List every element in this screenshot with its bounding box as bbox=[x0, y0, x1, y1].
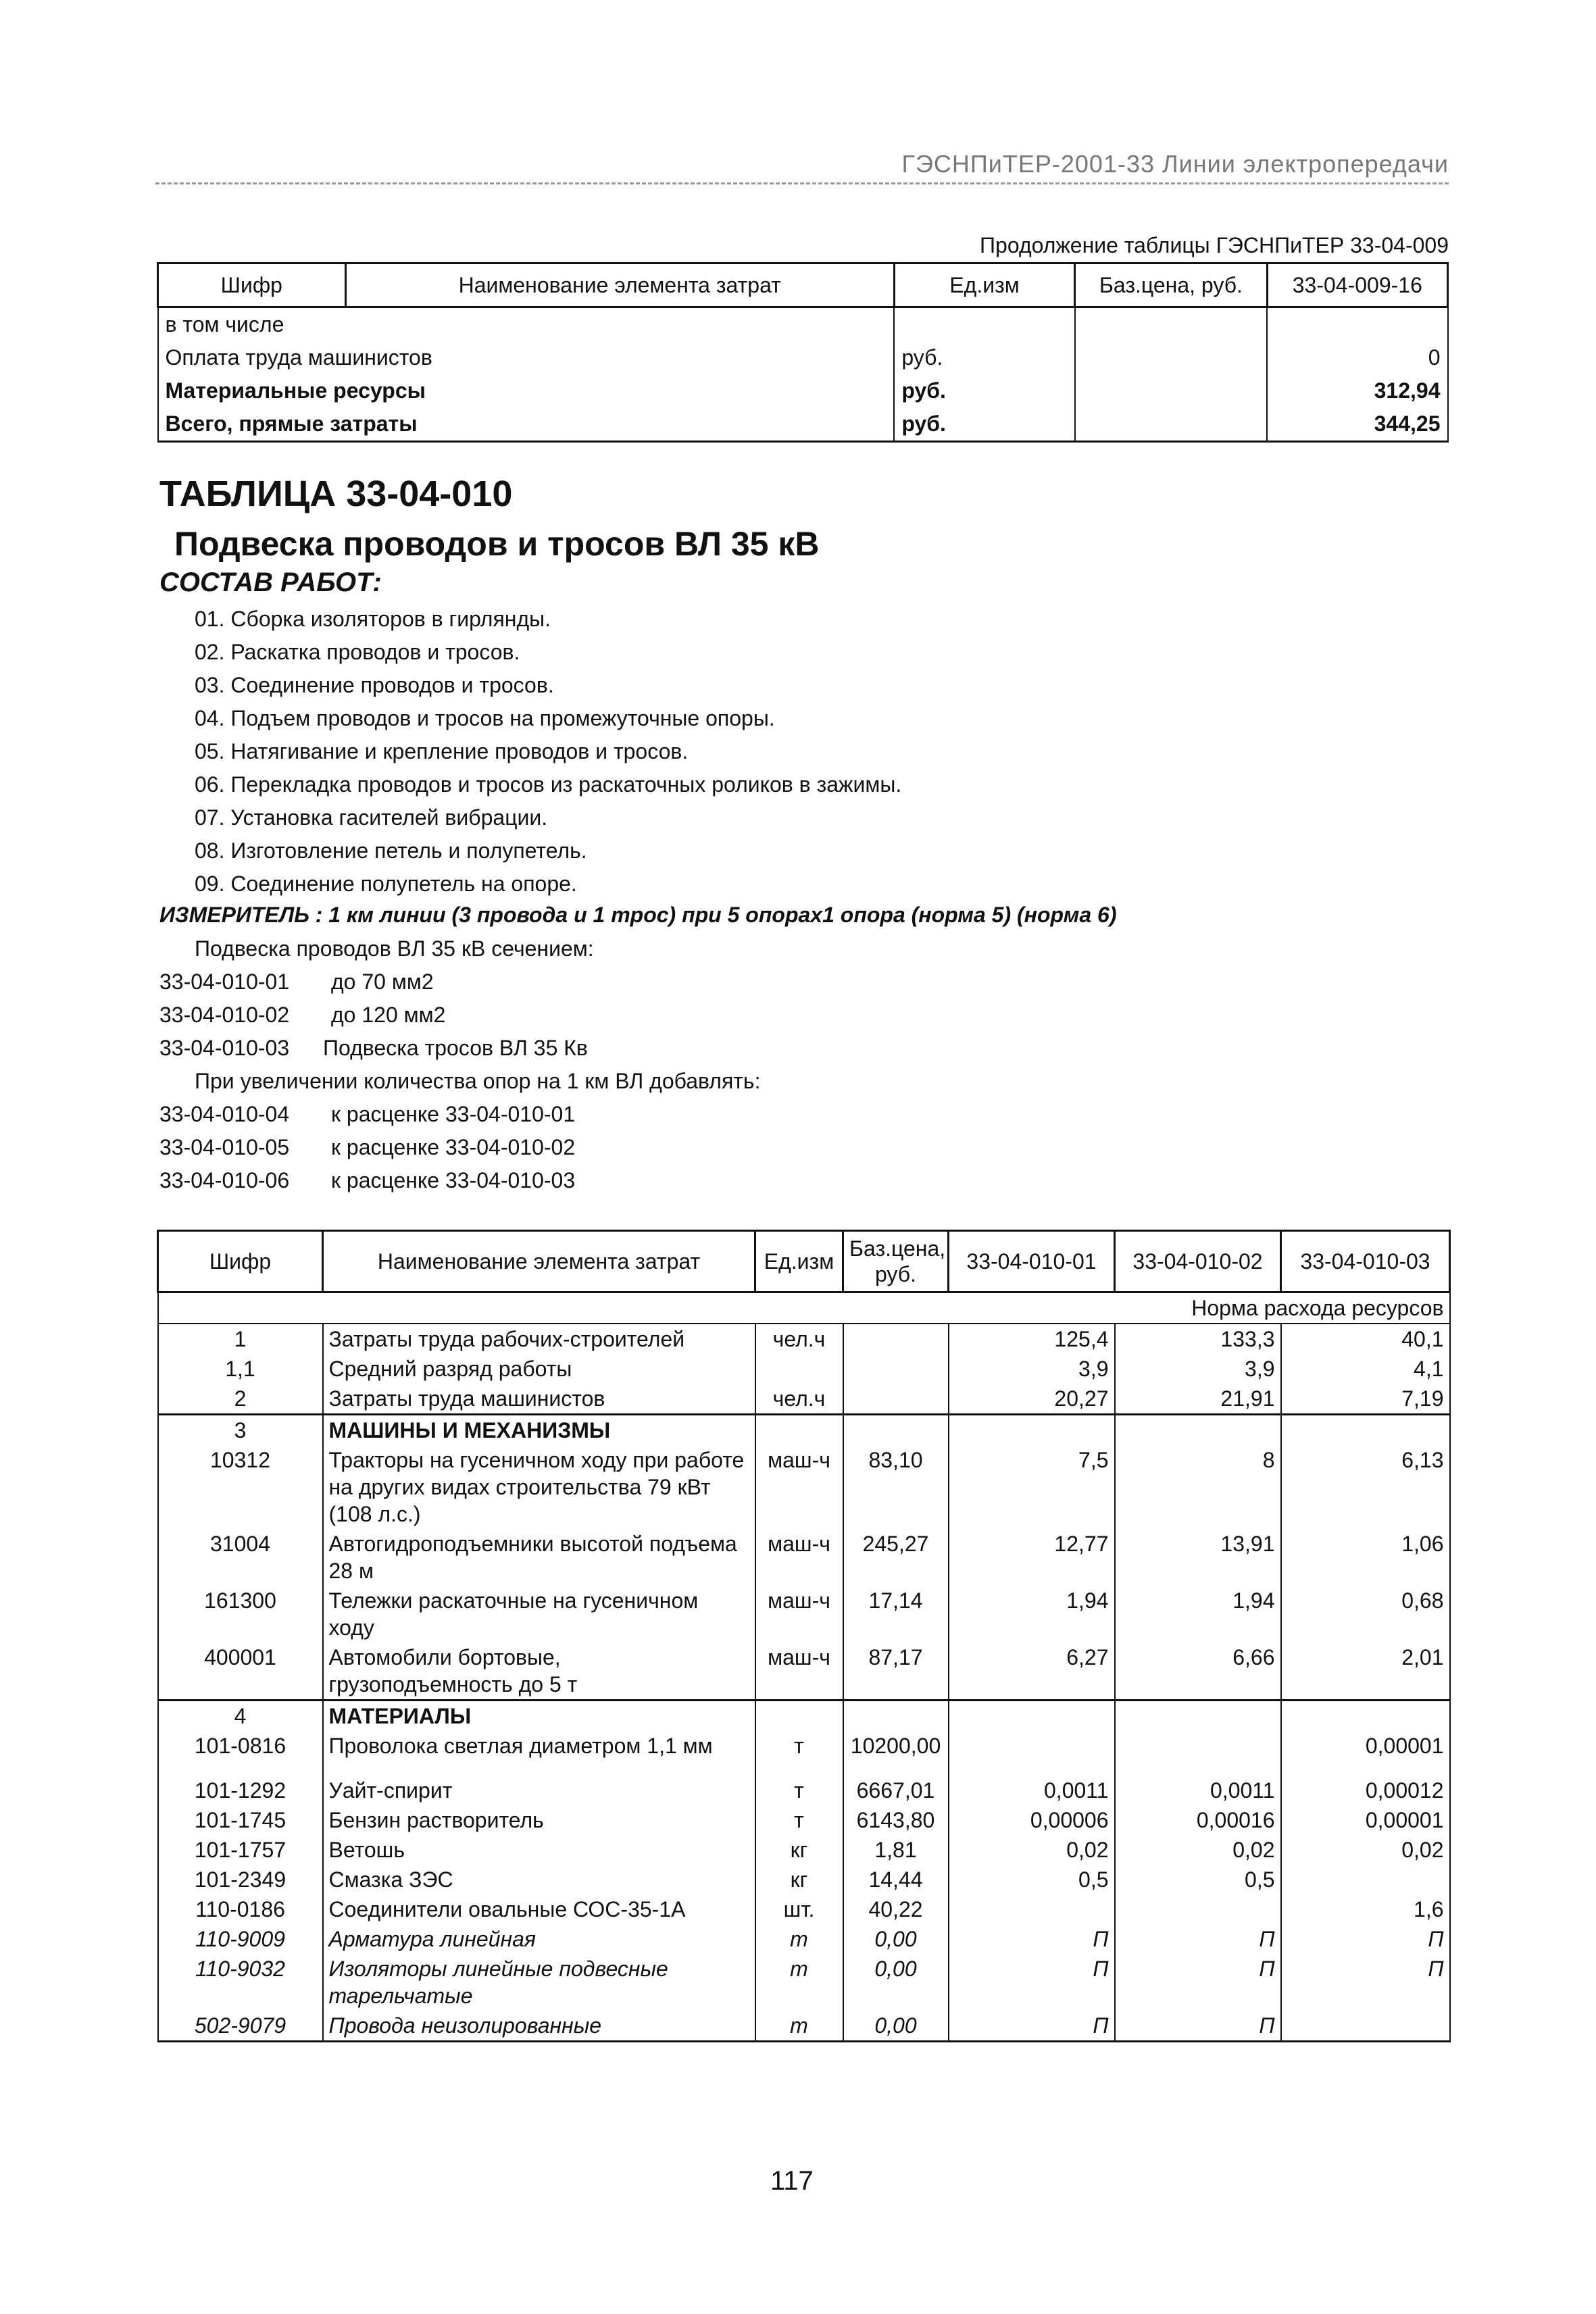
row-code: 101-1292 bbox=[158, 1776, 323, 1805]
col-header-price: Баз.цена, руб. bbox=[843, 1231, 949, 1292]
row-unit: руб. bbox=[894, 374, 1074, 407]
row-code: 31004 bbox=[158, 1529, 323, 1586]
row-unit: кг bbox=[755, 1835, 843, 1865]
table-row bbox=[158, 374, 1448, 407]
work-item: 05. Натягивание и крепление проводов и тросов. bbox=[195, 739, 689, 763]
row-value-01: 1,94 bbox=[949, 1586, 1115, 1642]
row-value-01: 0,02 bbox=[949, 1835, 1115, 1865]
row-value-03 bbox=[1281, 2011, 1450, 2042]
row-unit bbox=[755, 1415, 843, 1446]
table-row bbox=[158, 407, 1448, 442]
page-number: 117 bbox=[770, 2166, 814, 2196]
row-code: 101-2349 bbox=[158, 1865, 323, 1894]
row-code: 3 bbox=[158, 1415, 323, 1446]
table-row bbox=[158, 1865, 1450, 1894]
row-value-03: 1,06 bbox=[1281, 1529, 1450, 1586]
row-price bbox=[1075, 374, 1267, 407]
row-value-02: 0,0011 bbox=[1115, 1776, 1281, 1805]
row-price: 6667,01 bbox=[843, 1776, 949, 1805]
row-price: 1,81 bbox=[843, 1835, 949, 1865]
row-value-03: 7,19 bbox=[1281, 1384, 1450, 1415]
row-unit: т bbox=[755, 2011, 843, 2042]
intro-text: Подвеска проводов ВЛ 35 кВ сечением: bbox=[195, 936, 594, 961]
row-value-03: 0,02 bbox=[1281, 1835, 1450, 1865]
row-unit: маш-ч bbox=[755, 1529, 843, 1586]
continuation-note: Продолжение таблицы ГЭСНПиТЕР 33-04-009 bbox=[980, 233, 1449, 257]
row-value-01 bbox=[949, 1894, 1115, 1924]
row-unit: маш-ч bbox=[755, 1642, 843, 1701]
row-name: Провода неизолированные bbox=[323, 2011, 755, 2042]
col-header-unit: Ед.изм bbox=[755, 1231, 843, 1292]
row-code: 1,1 bbox=[158, 1354, 323, 1384]
row-unit: т bbox=[755, 1805, 843, 1835]
row-value-01: 0,5 bbox=[949, 1865, 1115, 1894]
table-row bbox=[158, 1805, 1450, 1835]
row-unit: кг bbox=[755, 1865, 843, 1894]
row-value-02 bbox=[1115, 1894, 1281, 1924]
col-header-code: Шифр bbox=[158, 1231, 323, 1292]
table-row bbox=[158, 1731, 1450, 1776]
resource-norm-table bbox=[157, 1230, 1451, 2042]
row-price: 0,00 bbox=[843, 1954, 949, 2011]
row-value-03: П bbox=[1281, 1924, 1450, 1954]
row-name: Оплата труда машинистов bbox=[158, 341, 895, 374]
row-value-02: 6,66 bbox=[1115, 1642, 1281, 1701]
row-value-01: 12,77 bbox=[949, 1529, 1115, 1586]
col-header-price: Баз.цена, руб. bbox=[1075, 263, 1267, 307]
row-price: 0,00 bbox=[843, 1924, 949, 1954]
row-value-01: 0,00006 bbox=[949, 1805, 1115, 1835]
rate-description: к расценке 33-04-010-01 bbox=[331, 1102, 576, 1126]
row-price bbox=[843, 1415, 949, 1446]
row-price bbox=[1075, 307, 1267, 342]
row-value-01: П bbox=[949, 2011, 1115, 2042]
row-price bbox=[843, 1324, 949, 1354]
row-value-01: П bbox=[949, 1954, 1115, 2011]
work-item: 06. Перекладка проводов и тросов из раскаточных роликов в зажимы. bbox=[195, 772, 902, 797]
row-price: 17,14 bbox=[843, 1586, 949, 1642]
table-row bbox=[158, 1384, 1450, 1415]
row-value-02: П bbox=[1115, 1924, 1281, 1954]
row-value-01 bbox=[949, 1415, 1115, 1446]
row-code: 502-9079 bbox=[158, 2011, 323, 2042]
row-value-03 bbox=[1281, 1701, 1450, 1732]
row-price: 40,22 bbox=[843, 1894, 949, 1924]
row-unit: руб. bbox=[894, 341, 1074, 374]
row-value-03: 0,00001 bbox=[1281, 1805, 1450, 1835]
col-header-rate: 33-04-009-16 bbox=[1267, 263, 1447, 307]
section-row-machines bbox=[158, 1415, 1450, 1446]
row-name: Тракторы на гусеничном ходу при работе на других видах строительства 79 кВт (108 л.с.) bbox=[323, 1445, 755, 1529]
table-row bbox=[158, 307, 1448, 342]
rate-code: 33-04-010-04 bbox=[159, 1102, 290, 1126]
row-name: Арматура линейная bbox=[323, 1924, 755, 1954]
row-name: Затраты труда машинистов bbox=[323, 1384, 755, 1415]
row-value-02: 3,9 bbox=[1115, 1354, 1281, 1384]
row-value-03: П bbox=[1281, 1954, 1450, 2011]
table-row bbox=[158, 1954, 1450, 2011]
rate-description: к расценке 33-04-010-02 bbox=[331, 1135, 576, 1159]
row-value-02: П bbox=[1115, 2011, 1281, 2042]
row-value bbox=[1267, 307, 1447, 342]
row-value-02: 0,5 bbox=[1115, 1865, 1281, 1894]
row-value-01: 20,27 bbox=[949, 1384, 1115, 1415]
row-price bbox=[843, 1354, 949, 1384]
row-unit: чел.ч bbox=[755, 1384, 843, 1415]
col-header-rate-03: 33-04-010-03 bbox=[1281, 1231, 1450, 1292]
row-unit bbox=[755, 1354, 843, 1384]
rate-description: к расценке 33-04-010-03 bbox=[331, 1168, 576, 1192]
row-code: 4 bbox=[158, 1701, 323, 1732]
row-name: Всего, прямые затраты bbox=[158, 407, 895, 442]
table-row bbox=[158, 1354, 1450, 1384]
row-value-03: 40,1 bbox=[1281, 1324, 1450, 1354]
row-code: 10312 bbox=[158, 1445, 323, 1529]
table-row bbox=[158, 1835, 1450, 1865]
row-value-02 bbox=[1115, 1701, 1281, 1732]
row-name: Автогидроподъемники высотой подъема 28 м bbox=[323, 1529, 755, 1586]
rate-code: 33-04-010-06 bbox=[159, 1168, 290, 1192]
running-header: ГЭСНПиТЕР-2001-33 Линии электропередачи bbox=[901, 150, 1449, 178]
row-name: Средний разряд работы bbox=[323, 1354, 755, 1384]
row-code: 101-1757 bbox=[158, 1835, 323, 1865]
col-header-rate-02: 33-04-010-02 bbox=[1115, 1231, 1281, 1292]
row-price: 14,44 bbox=[843, 1865, 949, 1894]
norm-label: Норма расхода ресурсов bbox=[158, 1292, 1450, 1324]
row-value-02 bbox=[1115, 1731, 1281, 1776]
row-value-02: 133,3 bbox=[1115, 1324, 1281, 1354]
col-header-name: Наименование элемента затрат bbox=[345, 263, 894, 307]
row-name: Соединители овальные СОС-35-1А bbox=[323, 1894, 755, 1924]
table-row bbox=[158, 1924, 1450, 1954]
row-name: Бензин растворитель bbox=[323, 1805, 755, 1835]
row-value: 312,94 bbox=[1267, 374, 1447, 407]
row-value-03 bbox=[1281, 1865, 1450, 1894]
rate-description: до 120 мм2 bbox=[331, 1003, 446, 1027]
row-unit bbox=[894, 307, 1074, 342]
row-value-01: 3,9 bbox=[949, 1354, 1115, 1384]
table-row bbox=[158, 2011, 1450, 2042]
work-item: 08. Изготовление петель и полупетель. bbox=[195, 838, 587, 863]
table-row bbox=[158, 1586, 1450, 1642]
cost-table-33-04-009 bbox=[157, 262, 1449, 443]
table-header-row bbox=[158, 1231, 1450, 1292]
work-item: 01. Сборка изоляторов в гирлянды. bbox=[195, 607, 551, 631]
row-unit: т bbox=[755, 1776, 843, 1805]
rate-code: 33-04-010-03 bbox=[159, 1036, 290, 1060]
row-code: 400001 bbox=[158, 1642, 323, 1701]
table-row bbox=[158, 1642, 1450, 1701]
col-header-name: Наименование элемента затрат bbox=[323, 1231, 755, 1292]
row-unit: т bbox=[755, 1924, 843, 1954]
row-code: 101-1745 bbox=[158, 1805, 323, 1835]
col-header-code: Шифр bbox=[158, 263, 346, 307]
work-item: 07. Установка гасителей вибрации. bbox=[195, 805, 548, 830]
row-unit: т bbox=[755, 1954, 843, 2011]
row-price bbox=[843, 1384, 949, 1415]
work-item: 02. Раскатка проводов и тросов. bbox=[195, 640, 520, 664]
norm-label-row bbox=[158, 1292, 1450, 1324]
row-value: 344,25 bbox=[1267, 407, 1447, 442]
rate-code: 33-04-010-05 bbox=[159, 1135, 290, 1159]
row-name: Изоляторы линейные подвесные тарельчатые bbox=[323, 1954, 755, 2011]
work-item: 03. Соединение проводов и тросов. bbox=[195, 673, 554, 697]
row-price bbox=[1075, 407, 1267, 442]
row-code: 161300 bbox=[158, 1586, 323, 1642]
row-value-03: 2,01 bbox=[1281, 1642, 1450, 1701]
row-code: 110-9032 bbox=[158, 1954, 323, 2011]
row-name: МАШИНЫ И МЕХАНИЗМЫ bbox=[323, 1415, 755, 1446]
col-header-rate-01: 33-04-010-01 bbox=[949, 1231, 1115, 1292]
row-code: 2 bbox=[158, 1384, 323, 1415]
table-row bbox=[158, 341, 1448, 374]
row-name: Затраты труда рабочих-строителей bbox=[323, 1324, 755, 1354]
row-name: МАТЕРИАЛЫ bbox=[323, 1701, 755, 1732]
row-unit: маш-ч bbox=[755, 1586, 843, 1642]
rate-code: 33-04-010-01 bbox=[159, 970, 290, 994]
row-price: 83,10 bbox=[843, 1445, 949, 1529]
table-header-row bbox=[158, 263, 1448, 307]
row-unit bbox=[755, 1701, 843, 1732]
row-value-02: 21,91 bbox=[1115, 1384, 1281, 1415]
work-item: 04. Подъем проводов и тросов на промежуточные опоры. bbox=[195, 706, 775, 730]
row-unit: чел.ч bbox=[755, 1324, 843, 1354]
row-value-01: 0,0011 bbox=[949, 1776, 1115, 1805]
row-unit: руб. bbox=[894, 407, 1074, 442]
row-value-02: 13,91 bbox=[1115, 1529, 1281, 1586]
row-value: 0 bbox=[1267, 341, 1447, 374]
row-value-02 bbox=[1115, 1415, 1281, 1446]
row-name: Проволока светлая диаметром 1,1 мм bbox=[323, 1731, 755, 1776]
row-price: 245,27 bbox=[843, 1529, 949, 1586]
row-value-03: 6,13 bbox=[1281, 1445, 1450, 1529]
row-value-01: П bbox=[949, 1924, 1115, 1954]
row-code: 101-0816 bbox=[158, 1731, 323, 1776]
table-row bbox=[158, 1529, 1450, 1586]
table-row bbox=[158, 1894, 1450, 1924]
rate-code: 33-04-010-02 bbox=[159, 1003, 290, 1027]
section-row-materials bbox=[158, 1701, 1450, 1732]
row-unit: т bbox=[755, 1731, 843, 1776]
row-value-03: 0,00012 bbox=[1281, 1776, 1450, 1805]
row-value-02: 0,02 bbox=[1115, 1835, 1281, 1865]
row-value-03: 0,00001 bbox=[1281, 1731, 1450, 1776]
row-value-01: 7,5 bbox=[949, 1445, 1115, 1529]
row-unit: маш-ч bbox=[755, 1445, 843, 1529]
row-code: 110-9009 bbox=[158, 1924, 323, 1954]
table-row bbox=[158, 1445, 1450, 1529]
row-price: 10200,00 bbox=[843, 1731, 949, 1776]
row-value-03: 4,1 bbox=[1281, 1354, 1450, 1384]
row-value-03: 0,68 bbox=[1281, 1586, 1450, 1642]
row-code: 1 bbox=[158, 1324, 323, 1354]
row-name: Смазка ЗЭС bbox=[323, 1865, 755, 1894]
header-divider bbox=[155, 182, 1449, 184]
row-value-02: 0,00016 bbox=[1115, 1805, 1281, 1835]
row-name: Тележки раскаточные на гусеничном ходу bbox=[323, 1586, 755, 1642]
work-composition-label: СОСТАВ РАБОТ: bbox=[159, 568, 382, 597]
row-value-02: П bbox=[1115, 1954, 1281, 2011]
row-price: 0,00 bbox=[843, 2011, 949, 2042]
row-price: 87,17 bbox=[843, 1642, 949, 1701]
work-item: 09. Соединение полупетель на опоре. bbox=[195, 872, 577, 896]
row-price bbox=[843, 1701, 949, 1732]
row-name: Материальные ресурсы bbox=[158, 374, 895, 407]
table-row bbox=[158, 1776, 1450, 1805]
row-name: Ветошь bbox=[323, 1835, 755, 1865]
col-header-unit: Ед.изм bbox=[894, 263, 1074, 307]
row-value-01: 125,4 bbox=[949, 1324, 1115, 1354]
rate-description: Подвеска тросов ВЛ 35 Кв bbox=[323, 1036, 588, 1060]
row-value-03: 1,6 bbox=[1281, 1894, 1450, 1924]
table-row bbox=[158, 1324, 1450, 1354]
row-value-01 bbox=[949, 1701, 1115, 1732]
row-value-02: 8 bbox=[1115, 1445, 1281, 1529]
row-price: 6143,80 bbox=[843, 1805, 949, 1835]
row-value-02: 1,94 bbox=[1115, 1586, 1281, 1642]
intro-text: При увеличении количества опор на 1 км ВЛ добавлять: bbox=[195, 1069, 761, 1093]
table-subtitle: Подвеска проводов и тросов ВЛ 35 кВ bbox=[174, 525, 820, 563]
row-unit: шт. bbox=[755, 1894, 843, 1924]
rate-description: до 70 мм2 bbox=[331, 970, 434, 994]
row-name: Уайт-спирит bbox=[323, 1776, 755, 1805]
row-name: в том числе bbox=[158, 307, 895, 342]
measure-unit: ИЗМЕРИТЕЛЬ : 1 км линии (3 провода и 1 трос) при 5 опорах1 опора (норма 5) (норма 6) bbox=[159, 903, 1117, 927]
row-name: Автомобили бортовые, грузоподъемность до 5 т bbox=[323, 1642, 755, 1701]
row-code: 110-0186 bbox=[158, 1894, 323, 1924]
row-value-01: 6,27 bbox=[949, 1642, 1115, 1701]
row-price bbox=[1075, 341, 1267, 374]
row-value-03 bbox=[1281, 1415, 1450, 1446]
table-title: ТАБЛИЦА 33-04-010 bbox=[159, 474, 513, 514]
row-value-01 bbox=[949, 1731, 1115, 1776]
